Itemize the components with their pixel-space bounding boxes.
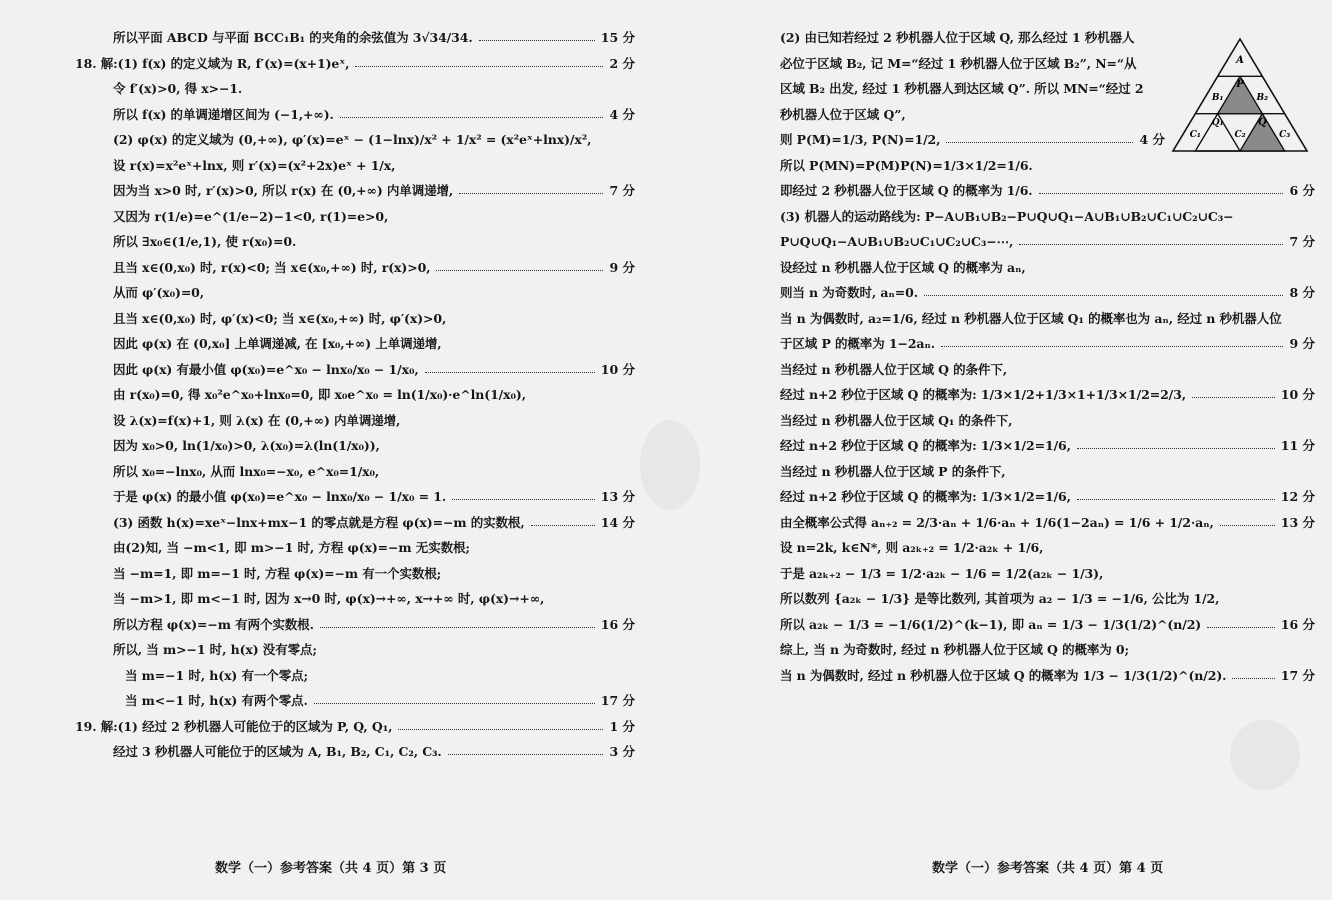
solution-text: 从而 φ′(x₀)=0, [113, 285, 205, 300]
dotted-leader [1077, 448, 1275, 449]
solution-text: 必位于区域 B₂, 记 M=“经过 1 秒机器人位于区域 B₂”, N=“从 [780, 55, 1137, 71]
solution-line [780, 260, 1315, 275]
score-mark: 16 分 [600, 616, 635, 632]
solution-text: 所以 f(x) 的单调递增区间为 (−1,+∞). [113, 106, 334, 122]
dotted-leader [452, 499, 595, 500]
solution-line [75, 464, 635, 479]
solution-line [75, 438, 635, 453]
solution-line [780, 489, 1315, 504]
solution-line [75, 336, 635, 351]
solution-text: 于区域 P 的概率为 1−2aₙ. [780, 336, 936, 351]
score-mark: 2 分 [609, 55, 635, 71]
dotted-leader [448, 754, 604, 755]
solution-text: 即经过 2 秒机器人位于区域 Q 的概率为 1/6. [780, 183, 1033, 198]
solution-line [75, 515, 635, 530]
dotted-leader [941, 346, 1283, 347]
score-mark: 12 分 [1280, 489, 1315, 504]
solution-text: 当经过 n 秒机器人位于区域 P 的条件下, [780, 463, 1006, 479]
answer-page-4 [780, 30, 1315, 880]
solution-line [75, 540, 635, 555]
solution-text: 因此 φ(x) 有最小值 φ(x₀)=e^x₀ − lnx₀/x₀ − 1/x₀, [113, 361, 419, 377]
dotted-leader [1019, 244, 1283, 245]
region-label-C1: C₁ [1189, 130, 1201, 140]
solution-line [780, 387, 1315, 402]
solution-text: (3) 机器人的运动路线为: P−A∪B₁∪B₂−P∪Q∪Q₁−A∪B₁∪B₂∪C₁∪C₂∪C₃− [780, 208, 1234, 224]
solution-text: 所以 x₀=−lnx₀, 从而 lnx₀=−x₀, e^x₀=1/x₀, [113, 463, 380, 479]
solution-text: 当 −m>1, 即 m<−1 时, 因为 x→0 时, φ(x)→+∞, x→+∞ 时, φ(x)→+∞, [113, 591, 545, 606]
dotted-leader [1232, 678, 1274, 679]
region-label-B2: B₂ [1256, 93, 1269, 103]
dotted-leader [1039, 193, 1284, 194]
dotted-leader [340, 117, 604, 118]
dotted-leader [1207, 627, 1275, 628]
solution-line [780, 30, 1165, 45]
solution-line [75, 209, 635, 224]
dotted-leader [479, 40, 595, 41]
solution-line [75, 693, 635, 708]
solution-line [780, 132, 1165, 147]
score-mark: 7 分 [609, 183, 635, 198]
score-mark: 11 分 [1280, 438, 1315, 453]
solution-text: 则当 n 为奇数时, aₙ=0. [780, 285, 919, 300]
solution-text: 当 −m=1, 即 m=−1 时, 方程 φ(x)=−m 有一个实数根; [113, 565, 442, 581]
solution-text: 设 n=2k, k∈N*, 则 a₂ₖ₊₂ = 1/2·a₂ₖ + 1/6, [780, 540, 1044, 555]
solution-line [75, 642, 635, 657]
solution-text: 所以, 当 m>−1 时, h(x) 没有零点; [113, 642, 317, 657]
solution-text: 所以平面 ABCD 与平面 BCC₁B₁ 的夹角的余弦值为 3√34/34. [113, 30, 473, 45]
solution-line [75, 489, 635, 504]
solution-text: 又因为 r(1/e)=e^(1/e−2)−1<0, r(1)=e>0, [113, 208, 389, 224]
score-mark: 8 分 [1289, 285, 1315, 300]
score-mark: 6 分 [1289, 183, 1315, 198]
score-mark: 13 分 [600, 489, 635, 504]
solution-text: 设 r(x)=x²eˣ+lnx, 则 r′(x)=(x²+2x)eˣ + 1/x, [113, 157, 396, 173]
solution-text: (2) 由已知若经过 2 秒机器人位于区域 Q, 那么经过 1 秒机器人 [780, 30, 1135, 45]
score-mark: 16 分 [1280, 616, 1315, 632]
solution-line [75, 566, 635, 581]
solution-line [780, 56, 1165, 71]
solution-text: 当 m=−1 时, h(x) 有一个零点; [125, 667, 309, 683]
region-label-C2: C₂ [1234, 130, 1246, 140]
dotted-leader [1192, 397, 1275, 398]
solution-line [75, 234, 635, 249]
solution-line [75, 132, 635, 147]
solution-line [780, 107, 1165, 122]
solution-line [75, 311, 635, 326]
region-label-Q: Q [1257, 117, 1267, 128]
score-mark: 4 分 [609, 106, 635, 122]
solution-text: 所以 P(MN)=P(M)P(N)=1/3×1/2=1/6. [780, 157, 1033, 173]
solution-text: 经过 3 秒机器人可能位于的区域为 A, B₁, B₂, C₁, C₂, C₃. [113, 744, 442, 759]
solution-text: (2) φ(x) 的定义域为 (0,+∞), φ′(x)=eˣ − (1−lnx)/x² + 1/x² = (x²eˣ+lnx)/x², [113, 132, 592, 147]
region-label-Q1: Q₁ [1211, 118, 1224, 128]
score-mark: 17 分 [1280, 667, 1315, 683]
dotted-leader [1220, 525, 1275, 526]
solution-text: 当经过 n 秒机器人位于区域 Q₁ 的条件下, [780, 412, 1013, 428]
solution-line [780, 438, 1315, 453]
solution-text: 经过 n+2 秒位于区域 Q 的概率为: 1/3×1/2=1/6, [780, 489, 1071, 504]
score-mark: 10 分 [1280, 387, 1315, 402]
solution-line [780, 591, 1315, 606]
solution-text: P∪Q∪Q₁−A∪B₁∪B₂∪C₁∪C₂∪C₃−⋯, [780, 234, 1014, 249]
solution-line [780, 668, 1315, 683]
solution-text: 19. 解:(1) 经过 2 秒机器人可能位于的区域为 P, Q, Q₁, [75, 718, 393, 734]
solution-text: 所以 a₂ₖ − 1/3 = −1/6(1/2)^(k−1), 即 aₙ = 1/3 − 1/3(1/2)^(n/2) [780, 616, 1202, 632]
solution-line [75, 387, 635, 402]
solution-text: 且当 x∈(0,x₀) 时, φ′(x)<0; 当 x∈(x₀,+∞) 时, φ′(x)>0, [113, 310, 447, 326]
solution-line [780, 336, 1315, 351]
solution-line [780, 566, 1315, 581]
score-mark: 7 分 [1289, 234, 1315, 249]
solution-text: 当经过 n 秒机器人位于区域 Q 的条件下, [780, 361, 1008, 377]
scan-smudge [640, 420, 700, 510]
score-mark: 9 分 [609, 259, 635, 275]
dotted-leader [314, 703, 595, 704]
dotted-leader [531, 525, 595, 526]
solution-text: 由全概率公式得 aₙ₊₂ = 2/3·aₙ + 1/6·aₙ + 1/6(1−2aₙ) = 1/6 + 1/2·aₙ, [780, 514, 1214, 530]
dotted-leader [1077, 499, 1275, 500]
solution-line [75, 30, 635, 45]
solution-line [75, 668, 635, 683]
solution-text: 当 n 为偶数时, 经过 n 秒机器人位于区域 Q 的概率为 1/3 − 1/3(1/2)^(n/2). [780, 667, 1227, 683]
solution-text: 于是 a₂ₖ₊₂ − 1/3 = 1/2·a₂ₖ − 1/6 = 1/2(a₂ₖ − 1/3), [780, 565, 1104, 581]
solution-text: 令 f′(x)>0, 得 x>−1. [113, 81, 243, 96]
score-mark: 17 分 [600, 693, 635, 708]
dotted-leader [355, 66, 603, 67]
solution-line [780, 642, 1315, 657]
solution-text: 由 r(x₀)=0, 得 x₀²e^x₀+lnx₀=0, 即 x₀e^x₀ = ln(1/x₀)·e^ln(1/x₀), [113, 387, 526, 402]
solution-line [75, 362, 635, 377]
solution-text: 18. 解:(1) f(x) 的定义域为 R, f′(x)=(x+1)eˣ, [75, 55, 350, 71]
solution-line [75, 591, 635, 606]
score-mark: 1 分 [609, 718, 635, 734]
solution-text: 经过 n+2 秒位于区域 Q 的概率为: 1/3×1/2+1/3×1+1/3×1/2=2/3, [780, 387, 1186, 402]
solution-text: 当 n 为偶数时, a₂=1/6, 经过 n 秒机器人位于区域 Q₁ 的概率也为 aₙ, 经过 n 秒机器人位 [780, 310, 1282, 326]
solution-line [780, 617, 1315, 632]
score-mark: 15 分 [600, 30, 635, 45]
dotted-leader [398, 729, 603, 730]
solution-line [75, 56, 635, 71]
solution-line [780, 234, 1315, 249]
answer-page-3 [75, 30, 635, 880]
solution-text: 设经过 n 秒机器人位于区域 Q 的概率为 aₙ, [780, 259, 1026, 275]
dotted-leader [459, 193, 603, 194]
solution-line [780, 515, 1315, 530]
dotted-leader [924, 295, 1283, 296]
score-mark: 9 分 [1289, 336, 1315, 351]
triangle-region-figure [1170, 36, 1310, 154]
solution-line [75, 107, 635, 122]
solution-line [780, 464, 1315, 479]
solution-text: (3) 函数 h(x)=xeˣ−lnx+mx−1 的零点就是方程 φ(x)=−m 的实数根, [113, 514, 525, 530]
solution-line [780, 81, 1165, 96]
solution-text: 则 P(M)=1/3, P(N)=1/2, [780, 132, 941, 147]
solution-text: 因此 φ(x) 在 (0,x₀] 上单调递减, 在 [x₀,+∞) 上单调递增, [113, 336, 442, 351]
solution-text: 当 m<−1 时, h(x) 有两个零点. [125, 693, 308, 708]
solution-text: 于是 φ(x) 的最小值 φ(x₀)=e^x₀ − lnx₀/x₀ − 1/x₀ = 1. [113, 489, 447, 504]
solution-text: 所以方程 φ(x)=−m 有两个实数根. [113, 616, 314, 632]
dotted-leader [425, 372, 595, 373]
solution-line [75, 260, 635, 275]
score-mark: 4 分 [1139, 132, 1165, 147]
region-label-P: P [1236, 79, 1244, 90]
solution-line [75, 158, 635, 173]
solution-line [780, 209, 1315, 224]
solution-text: 经过 n+2 秒位于区域 Q 的概率为: 1/3×1/2=1/6, [780, 438, 1071, 453]
solution-line [75, 617, 635, 632]
region-label-B1: B₁ [1211, 93, 1224, 103]
dotted-leader [320, 627, 595, 628]
solution-line [75, 81, 635, 96]
solution-text: 所以数列 {a₂ₖ − 1/3} 是等比数列, 其首项为 a₂ − 1/3 = −1/6, 公比为 1/2, [780, 591, 1220, 606]
solution-text: 由(2)知, 当 −m<1, 即 m>−1 时, 方程 φ(x)=−m 无实数根; [113, 540, 470, 555]
page-3-footer: 数学（一）参考答案（共 4 页）第 3 页 [215, 861, 447, 876]
solution-line [75, 744, 635, 759]
solution-line [75, 285, 635, 300]
solution-text: 设 λ(x)=f(x)+1, 则 λ(x) 在 (0,+∞) 内单调递增, [113, 412, 401, 428]
score-mark: 10 分 [600, 361, 635, 377]
solution-text: 综上, 当 n 为奇数时, 经过 n 秒机器人位于区域 Q 的概率为 0; [780, 642, 1130, 657]
solution-line [780, 311, 1315, 326]
dotted-leader [436, 270, 603, 271]
solution-text: 且当 x∈(0,x₀) 时, r(x)<0; 当 x∈(x₀,+∞) 时, r(x)>0, [113, 259, 431, 275]
solution-line [780, 540, 1315, 555]
solution-text: 秒机器人位于区域 Q”, [780, 106, 906, 122]
solution-text: 因为当 x>0 时, r′(x)>0, 所以 r(x) 在 (0,+∞) 内单调递增, [113, 183, 454, 198]
score-mark: 3 分 [609, 744, 635, 759]
solution-text: 区域 B₂ 出发, 经过 1 秒机器人到达区域 Q”. 所以 MN=“经过 2 [780, 81, 1144, 96]
page-3-solution-lines [75, 30, 635, 759]
solution-line [780, 413, 1315, 428]
solution-line [780, 183, 1315, 198]
solution-line [75, 413, 635, 428]
solution-text: 因为 x₀>0, ln(1/x₀)>0, λ(x₀)=λ(ln(1/x₀)), [113, 438, 380, 453]
page-4-footer: 数学（一）参考答案（共 4 页）第 4 页 [932, 861, 1164, 876]
solution-text: 所以 ∃x₀∈(1/e,1), 使 r(x₀)=0. [113, 234, 297, 249]
solution-line [780, 158, 1315, 173]
solution-line [780, 285, 1315, 300]
solution-line [75, 183, 635, 198]
solution-line [75, 719, 635, 734]
dotted-leader [946, 142, 1133, 143]
solution-line [780, 362, 1315, 377]
score-mark: 13 分 [1280, 514, 1315, 530]
score-mark: 14 分 [600, 514, 635, 530]
region-label-C3: C₃ [1279, 130, 1291, 140]
region-label-A: A [1236, 55, 1244, 66]
